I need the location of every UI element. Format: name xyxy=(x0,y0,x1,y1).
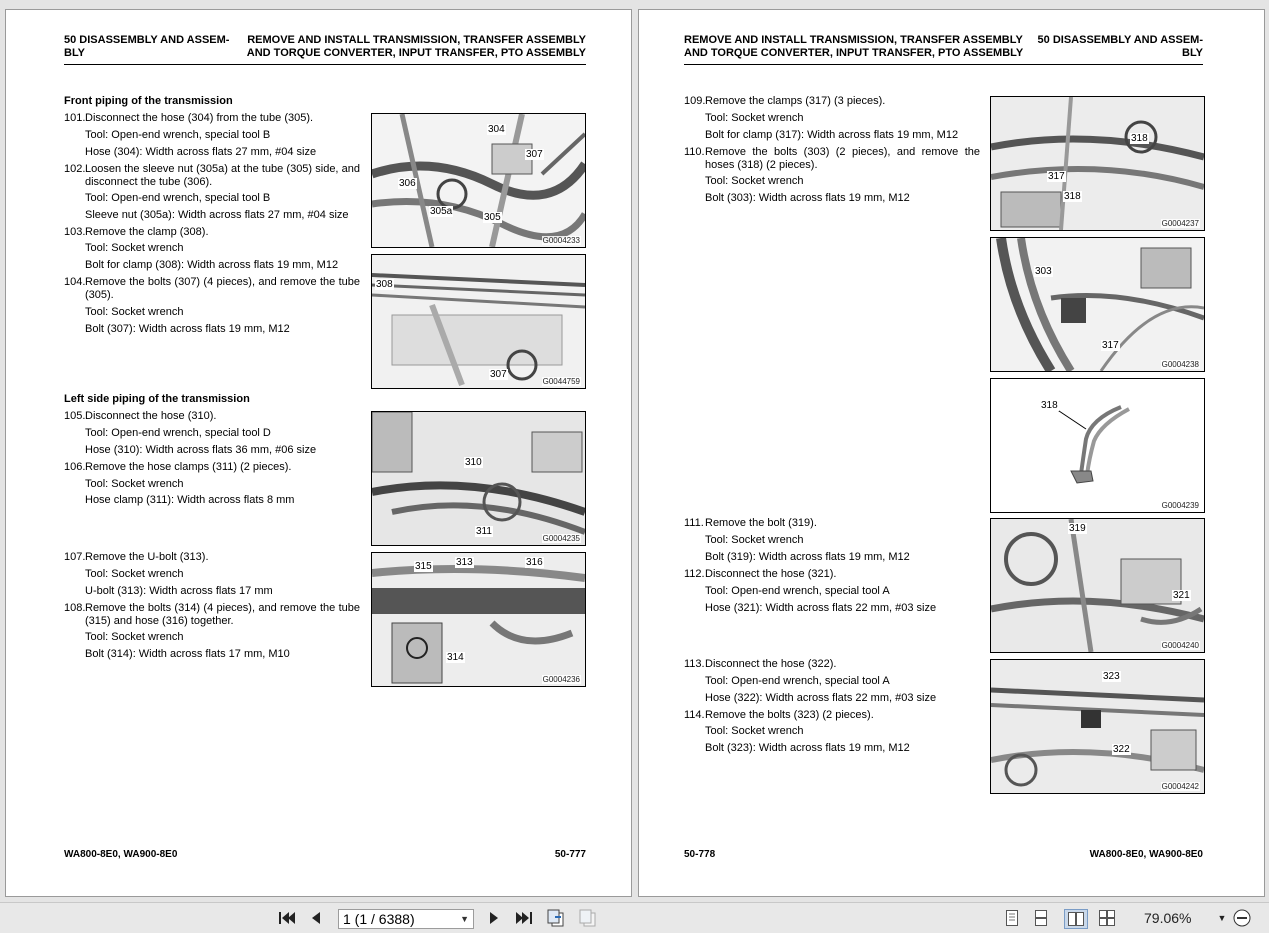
page-header xyxy=(684,34,1203,65)
figure-code: G0004242 xyxy=(1161,782,1199,791)
figure-code: G0004238 xyxy=(1161,360,1199,369)
callout-label: 307 xyxy=(490,369,507,380)
continuous-facing-icon[interactable] xyxy=(1098,910,1116,926)
callout-label: 305 xyxy=(484,212,501,223)
figure-code: G0004239 xyxy=(1161,501,1199,510)
single-page-icon[interactable] xyxy=(1005,910,1019,926)
callout-label: 323 xyxy=(1103,671,1120,682)
section-heading-left-side-piping: Left side piping of the transmission xyxy=(64,393,250,405)
callout-label: 317 xyxy=(1048,171,1065,182)
step-number: 108. xyxy=(64,602,86,614)
step-text: Disconnect the hose (322). xyxy=(705,658,837,670)
step-114 xyxy=(684,709,980,722)
footer-page-number: 50-778 xyxy=(684,849,716,860)
step-106 xyxy=(64,461,360,474)
callout-label: 318 xyxy=(1131,133,1148,144)
step-detail: Hose (304): Width across flats 27 mm, #04 size xyxy=(85,146,317,158)
callout-label: 304 xyxy=(488,124,505,135)
step-detail: Bolt (323): Width across flats 19 mm, M12 xyxy=(705,742,910,754)
step-detail: Tool: Socket wrench xyxy=(85,242,184,254)
callout-label: 319 xyxy=(1069,523,1086,534)
step-110 xyxy=(684,146,980,171)
last-page-icon[interactable] xyxy=(512,908,536,928)
step-detail: Tool: Open-end wrench, special tool D xyxy=(85,427,271,439)
figure-code: G0004233 xyxy=(542,236,580,245)
callout-label: 310 xyxy=(465,457,482,468)
step-113 xyxy=(684,658,980,671)
figure-code: G0004240 xyxy=(1161,641,1199,650)
figure-clamp xyxy=(371,254,586,389)
step-111 xyxy=(684,517,980,530)
step-103 xyxy=(64,226,360,239)
continuous-icon[interactable] xyxy=(1034,910,1048,926)
step-text: Remove the U-bolt (313). xyxy=(85,551,209,563)
figure-code: G0004236 xyxy=(542,675,580,684)
callout-label: 307 xyxy=(526,149,543,160)
step-number: 101. xyxy=(64,112,86,124)
step-text: Remove the bolts (323) (2 pieces). xyxy=(705,709,874,721)
figure-bolts-323 xyxy=(990,659,1205,794)
prev-page-icon[interactable] xyxy=(306,908,326,928)
hose-illustration xyxy=(991,379,1204,512)
step-number: 107. xyxy=(64,551,86,563)
first-page-icon[interactable] xyxy=(276,908,298,928)
callout-label: 314 xyxy=(447,652,464,663)
figure-ubolt xyxy=(371,552,586,687)
figure-code: G0044759 xyxy=(542,377,580,386)
extract-pages-icon[interactable] xyxy=(577,908,599,928)
callout-label: 315 xyxy=(415,561,432,572)
step-number: 102. xyxy=(64,163,86,175)
step-detail: Bolt for clamp (317): Width across flats 19 mm, M12 xyxy=(705,129,959,141)
figure-bolt-319 xyxy=(990,518,1205,653)
insert-pages-icon[interactable] xyxy=(545,908,567,928)
machinery-illustration xyxy=(372,255,585,388)
callout-label: 318 xyxy=(1041,400,1058,411)
callout-label: 318 xyxy=(1064,191,1081,202)
step-number: 113. xyxy=(684,658,705,670)
chevron-down-icon: ▼ xyxy=(460,914,469,924)
header-chapter: 50 DISASSEMBLY AND ASSEM- BLY xyxy=(1037,34,1203,59)
step-number: 103. xyxy=(64,226,86,238)
zoom-out-icon[interactable] xyxy=(1232,908,1252,928)
machinery-illustration xyxy=(991,519,1204,652)
callout-label: 305a xyxy=(430,206,453,217)
page-header xyxy=(64,34,586,65)
step-text: Remove the bolts (307) (4 pieces), and remove the tube (305). xyxy=(85,276,360,301)
step-number: 114. xyxy=(684,709,705,721)
step-detail: Tool: Open-end wrench, special tool A xyxy=(705,675,890,687)
section-heading-front-piping: Front piping of the transmission xyxy=(64,95,233,107)
callout-label: 313 xyxy=(456,557,473,568)
step-text: Loosen the sleeve nut (305a) at the tube (305) side, and disconnect the tube (306). xyxy=(85,163,360,188)
step-detail: Tool: Socket wrench xyxy=(85,306,184,318)
figure-code: G0004237 xyxy=(1161,219,1199,228)
step-108 xyxy=(64,602,360,627)
step-detail: Tool: Socket wrench xyxy=(705,725,804,737)
step-text: Disconnect the hose (310). xyxy=(85,410,217,422)
step-detail: Tool: Socket wrench xyxy=(85,631,184,643)
step-detail: Hose (322): Width across flats 22 mm, #03 size xyxy=(705,692,937,704)
step-text: Remove the bolt (319). xyxy=(705,517,817,529)
step-number: 106. xyxy=(64,461,86,473)
callout-label: 308 xyxy=(376,279,393,290)
step-detail: Bolt for clamp (308): Width across flats 19 mm, M12 xyxy=(85,259,339,271)
zoom-dropdown-icon[interactable]: ▼ xyxy=(1217,913,1227,923)
step-detail: Tool: Open-end wrench, special tool B xyxy=(85,129,271,141)
step-detail: Bolt (303): Width across flats 19 mm, M12 xyxy=(705,192,910,204)
step-detail: Bolt (314): Width across flats 17 mm, M10 xyxy=(85,648,290,660)
step-109 xyxy=(684,95,980,108)
step-number: 104. xyxy=(64,276,86,288)
header-chapter: 50 DISASSEMBLY AND ASSEM- BLY xyxy=(64,34,230,59)
figure-front-piping xyxy=(371,113,586,248)
step-text: Disconnect the hose (304) from the tube (305). xyxy=(85,112,314,124)
header-title: REMOVE AND INSTALL TRANSMISSION, TRANSFER ASSEMBLY AND TORQUE CONVERTER, INPUT TRANSFER, PTO ASSEMBLY xyxy=(246,34,586,59)
step-text: Remove the hose clamps (311) (2 pieces). xyxy=(85,461,292,473)
page-indicator-value: 1 (1 / 6388) xyxy=(343,911,415,927)
step-102 xyxy=(64,163,360,188)
figure-hoses-318 xyxy=(990,378,1205,513)
step-detail: Hose clamp (311): Width across flats 8 mm xyxy=(85,494,295,506)
footer-model: WA800-8E0, WA900-8E0 xyxy=(1089,849,1203,860)
step-number: 111. xyxy=(684,517,704,529)
step-text: Remove the bolts (303) (2 pieces), and remove the hoses (318) (2 pieces). xyxy=(705,146,980,171)
step-detail: Hose (321): Width across flats 22 mm, #03 size xyxy=(705,602,937,614)
figure-bolts-303 xyxy=(990,237,1205,372)
footer-page-number: 50-777 xyxy=(554,849,586,860)
step-detail: Sleeve nut (305a): Width across flats 27 mm, #04 size xyxy=(85,209,349,221)
callout-label: 322 xyxy=(1113,744,1130,755)
machinery-illustration xyxy=(372,553,585,686)
callout-label: 317 xyxy=(1102,340,1119,351)
next-page-icon[interactable] xyxy=(484,908,504,928)
step-105 xyxy=(64,410,360,423)
step-104 xyxy=(64,276,360,301)
figure-clamps-317 xyxy=(990,96,1205,231)
step-detail: Hose (310): Width across flats 36 mm, #06 size xyxy=(85,444,317,456)
step-number: 112. xyxy=(684,568,705,580)
step-detail: Bolt (307): Width across flats 19 mm, M12 xyxy=(85,323,290,335)
step-detail: Bolt (319): Width across flats 19 mm, M12 xyxy=(705,551,910,563)
step-101 xyxy=(64,112,360,125)
step-detail: Tool: Socket wrench xyxy=(705,175,804,187)
step-text: Disconnect the hose (321). xyxy=(705,568,837,580)
step-detail: Tool: Open-end wrench, special tool A xyxy=(705,585,890,597)
step-detail: Tool: Socket wrench xyxy=(705,534,804,546)
zoom-level[interactable]: 79.06% xyxy=(1144,910,1192,926)
step-text: Remove the bolts (314) (4 pieces), and remove the tube (315) and hose (316) together. xyxy=(85,602,360,627)
step-detail: Tool: Socket wrench xyxy=(705,112,804,124)
facing-icon[interactable] xyxy=(1064,909,1088,929)
callout-label: 303 xyxy=(1035,266,1052,277)
callout-label: 306 xyxy=(399,178,416,189)
step-detail: Tool: Socket wrench xyxy=(85,478,184,490)
callout-label: 321 xyxy=(1173,590,1190,601)
step-number: 110. xyxy=(684,146,705,158)
machinery-illustration xyxy=(991,660,1204,793)
step-112 xyxy=(684,568,980,581)
step-number: 105. xyxy=(64,410,86,422)
step-number: 109. xyxy=(684,95,706,107)
callout-label: 311 xyxy=(476,526,492,537)
header-title: REMOVE AND INSTALL TRANSMISSION, TRANSFER ASSEMBLY AND TORQUE CONVERTER, INPUT TRANSFER, PTO ASSEMBLY xyxy=(684,34,1024,59)
footer-model: WA800-8E0, WA900-8E0 xyxy=(64,849,178,860)
step-text: Remove the clamp (308). xyxy=(85,226,209,238)
figure-left-side-hose xyxy=(371,411,586,546)
machinery-illustration xyxy=(991,238,1204,371)
document-page-right xyxy=(639,10,1264,896)
step-detail: Tool: Socket wrench xyxy=(85,568,184,580)
step-detail: U-bolt (313): Width across flats 17 mm xyxy=(85,585,273,597)
callout-label: 316 xyxy=(526,557,543,568)
step-detail: Tool: Open-end wrench, special tool B xyxy=(85,192,271,204)
step-107 xyxy=(64,551,360,564)
document-page-left xyxy=(6,10,631,896)
page-number-select[interactable] xyxy=(338,909,474,929)
step-text: Remove the clamps (317) (3 pieces). xyxy=(705,95,886,107)
machinery-illustration xyxy=(991,97,1204,230)
figure-code: G0004235 xyxy=(542,534,580,543)
viewer-toolbar xyxy=(0,902,1269,933)
